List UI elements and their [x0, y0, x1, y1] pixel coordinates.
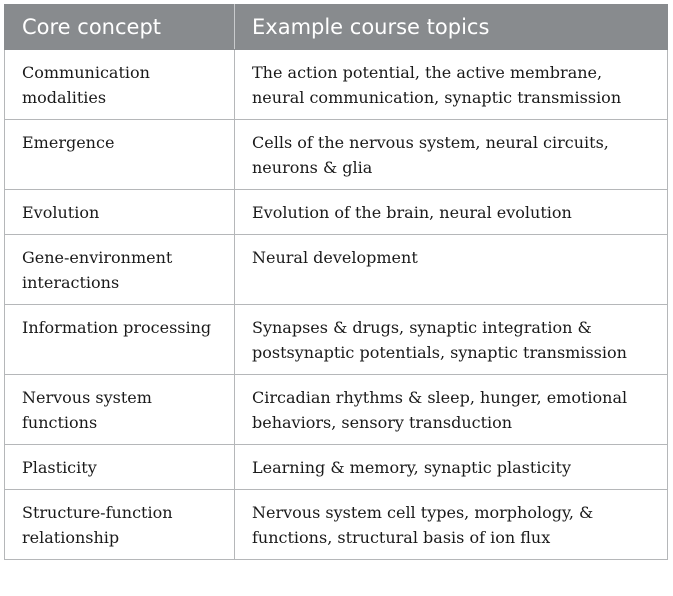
header-core-concept: Core concept [5, 5, 235, 50]
concept-cell: Evolution [5, 190, 235, 235]
concept-cell: Structure-function relationship [5, 490, 235, 560]
table-row [5, 305, 668, 375]
topics-cell: Synapses & drugs, synaptic integration & postsynaptic potentials, synaptic transmission [235, 305, 668, 375]
concept-cell: Emergence [5, 120, 235, 190]
topics-cell: Neural development [235, 235, 668, 305]
core-concepts-table [4, 4, 668, 560]
table-row [5, 445, 668, 490]
table-row [5, 190, 668, 235]
topics-cell: Nervous system cell types, morphology, & functions, structural basis of ion flux [235, 490, 668, 560]
topics-cell: Learning & memory, synaptic plasticity [235, 445, 668, 490]
table-row [5, 50, 668, 120]
topics-cell: Circadian rhythms & sleep, hunger, emotional behaviors, sensory transduction [235, 375, 668, 445]
table-row [5, 120, 668, 190]
topics-cell: Cells of the nervous system, neural circuits, neurons & glia [235, 120, 668, 190]
header-row [5, 5, 668, 50]
concept-cell: Plasticity [5, 445, 235, 490]
concept-cell: Gene-environment interactions [5, 235, 235, 305]
table-row [5, 490, 668, 560]
table-row [5, 375, 668, 445]
header-example-course-topics: Example course topics [235, 5, 668, 50]
concept-cell: Nervous system functions [5, 375, 235, 445]
concept-cell: Communication modalities [5, 50, 235, 120]
topics-cell: The action potential, the active membrane, neural communication, synaptic transmission [235, 50, 668, 120]
table-header [5, 5, 668, 50]
table-body [5, 50, 668, 560]
concept-cell: Information processing [5, 305, 235, 375]
table-row [5, 235, 668, 305]
topics-cell: Evolution of the brain, neural evolution [235, 190, 668, 235]
core-concepts-table-container [4, 4, 667, 560]
